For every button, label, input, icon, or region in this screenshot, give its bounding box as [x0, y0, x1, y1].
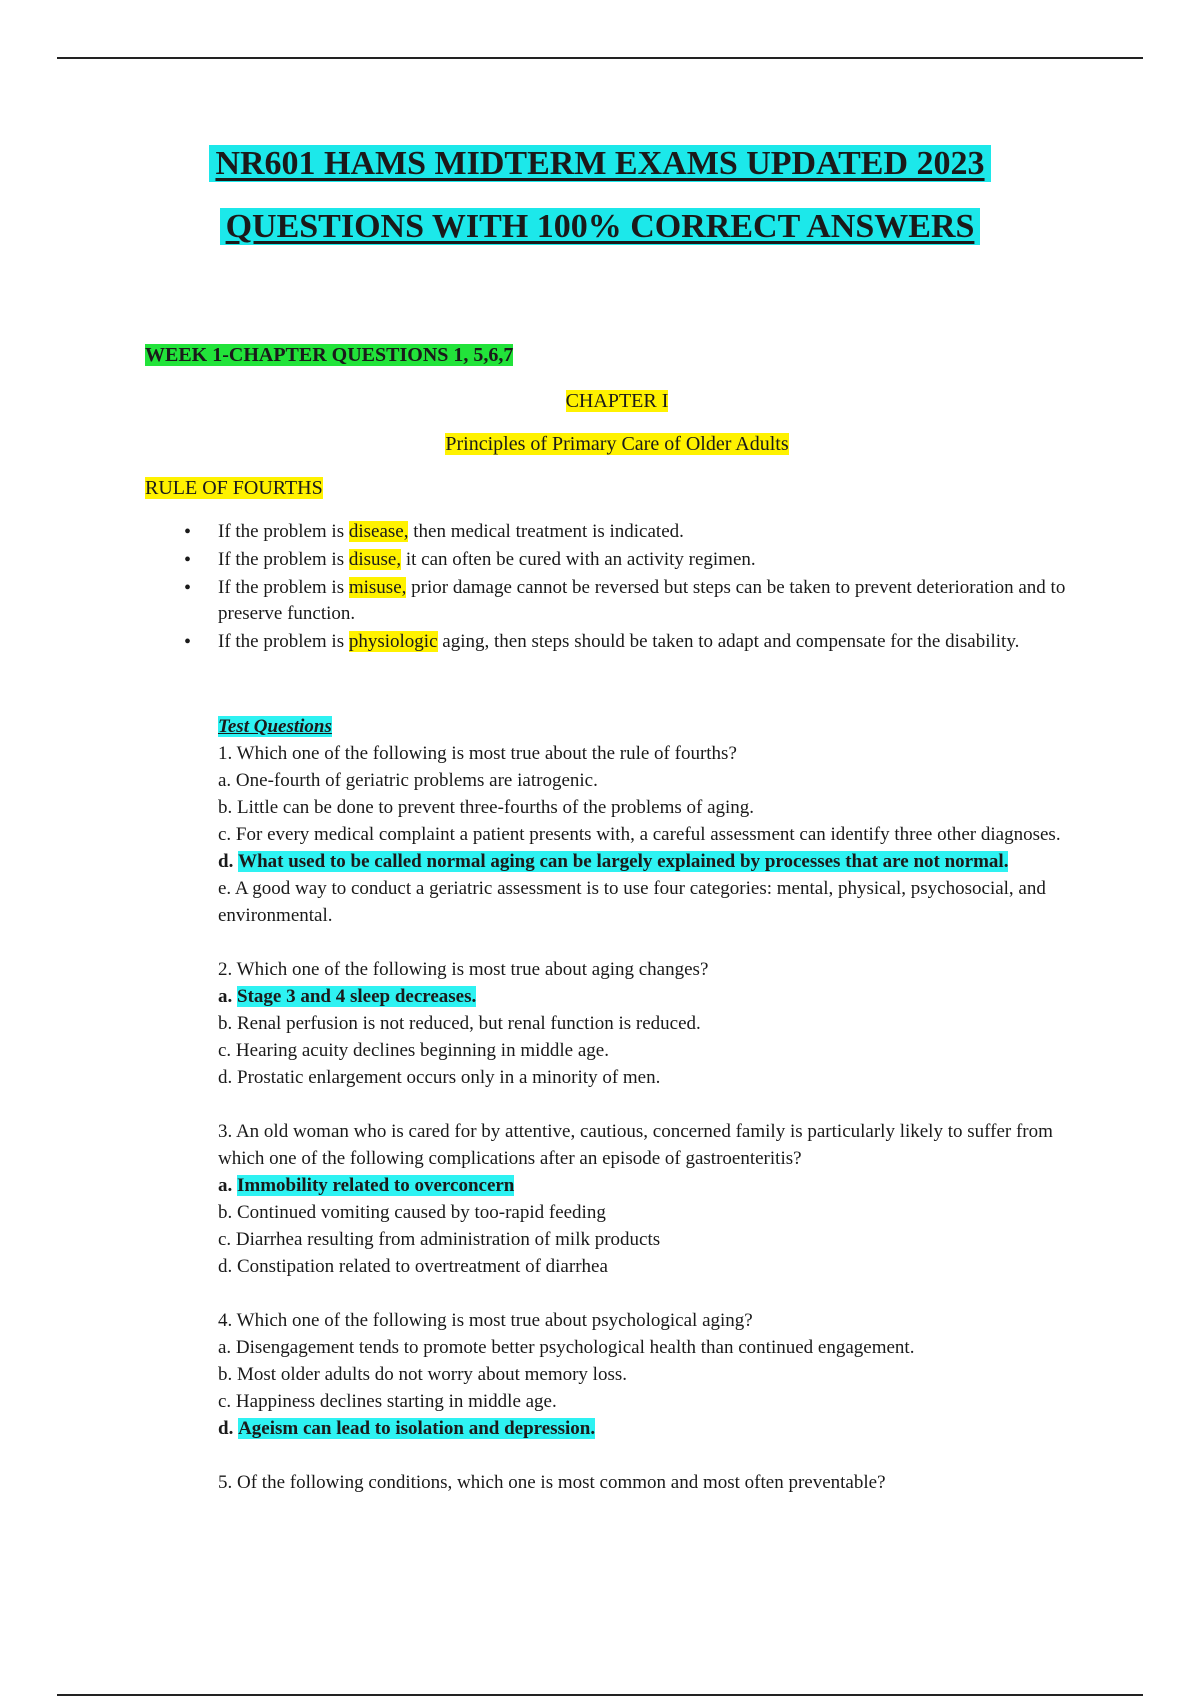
- answer-option: b. Little can be done to prevent three-fourths of the problems of aging.: [218, 797, 755, 818]
- document-title-line-2: QUESTIONS WITH 100% CORRECT ANSWERS: [0, 205, 1200, 249]
- test-questions-heading: Test Questions: [218, 716, 332, 737]
- question-1: [218, 740, 1088, 929]
- list-item: • If the problem is misuse, prior damage cannot be reversed but steps can be taken to prevent deterioration and to preserve function.: [180, 575, 1080, 627]
- list-item: • If the problem is disease, then medical treatment is indicated.: [180, 519, 1080, 545]
- question-stem: 1. Which one of the following is most true about the rule of fourths?: [218, 743, 737, 764]
- chapter-heading: CHAPTER I: [565, 390, 669, 412]
- question-stem: 3. An old woman who is cared for by attentive, cautious, concerned family is particularly likely to suffer from which one of the following complications after an episode of gastroenteritis?: [218, 1121, 1053, 1169]
- question-2: [218, 956, 1088, 1091]
- question-stem: 4. Which one of the following is most true about psychological aging?: [218, 1310, 753, 1331]
- question-stem: 2. Which one of the following is most true about aging changes?: [218, 959, 709, 980]
- answer-option: b. Continued vomiting caused by too-rapid feeding: [218, 1202, 606, 1223]
- answer-option: c. Hearing acuity declines beginning in middle age.: [218, 1040, 609, 1061]
- answer-option: c. For every medical complaint a patient presents with, a careful assessment can identify three other diagnoses.: [218, 824, 1061, 845]
- week-heading: WEEK 1-CHAPTER QUESTIONS 1, 5,6,7: [145, 344, 514, 366]
- correct-answer: a. Immobility related to overconcern: [218, 1175, 515, 1196]
- correct-answer: d. What used to be called normal aging can be largely explained by processes that are not normal.: [218, 851, 1009, 872]
- question-3: [218, 1118, 1088, 1280]
- question-5: [218, 1469, 1088, 1496]
- answer-option: b. Most older adults do not worry about memory loss.: [218, 1364, 627, 1385]
- answer-option: c. Diarrhea resulting from administration of milk products: [218, 1229, 661, 1250]
- answer-option: e. A good way to conduct a geriatric assessment is to use four categories: mental, physical, psychosocial, and environmental.: [218, 878, 1046, 926]
- test-questions-section: [218, 713, 1088, 1496]
- document-title-line-1: NR601 HAMS MIDTERM EXAMS UPDATED 2023: [0, 142, 1200, 186]
- bottom-rule: [57, 1694, 1143, 1696]
- answer-option: c. Happiness declines starting in middle age.: [218, 1391, 557, 1412]
- top-rule: [57, 57, 1143, 59]
- answer-option: a. Disengagement tends to promote better psychological health than continued engagement.: [218, 1337, 915, 1358]
- rule-of-fourths-heading: RULE OF FOURTHS: [145, 477, 323, 499]
- answer-option: d. Constipation related to overtreatment of diarrhea: [218, 1256, 608, 1277]
- question-4: [218, 1307, 1088, 1442]
- answer-option: a. One-fourth of geriatric problems are iatrogenic.: [218, 770, 598, 791]
- rule-of-fourths-list: [180, 519, 1080, 657]
- list-item: • If the problem is physiologic aging, then steps should be taken to adapt and compensate for the disability.: [180, 629, 1080, 655]
- chapter-subheading: Principles of Primary Care of Older Adults: [445, 433, 789, 455]
- answer-option: d. Prostatic enlargement occurs only in a minority of men.: [218, 1067, 661, 1088]
- correct-answer: d. Ageism can lead to isolation and depression.: [218, 1418, 596, 1439]
- answer-option: b. Renal perfusion is not reduced, but renal function is reduced.: [218, 1013, 701, 1034]
- correct-answer: a. Stage 3 and 4 sleep decreases.: [218, 986, 477, 1007]
- list-item: • If the problem is disuse, it can often be cured with an activity regimen.: [180, 547, 1080, 573]
- question-stem: 5. Of the following conditions, which one is most common and most often preventable?: [218, 1472, 886, 1493]
